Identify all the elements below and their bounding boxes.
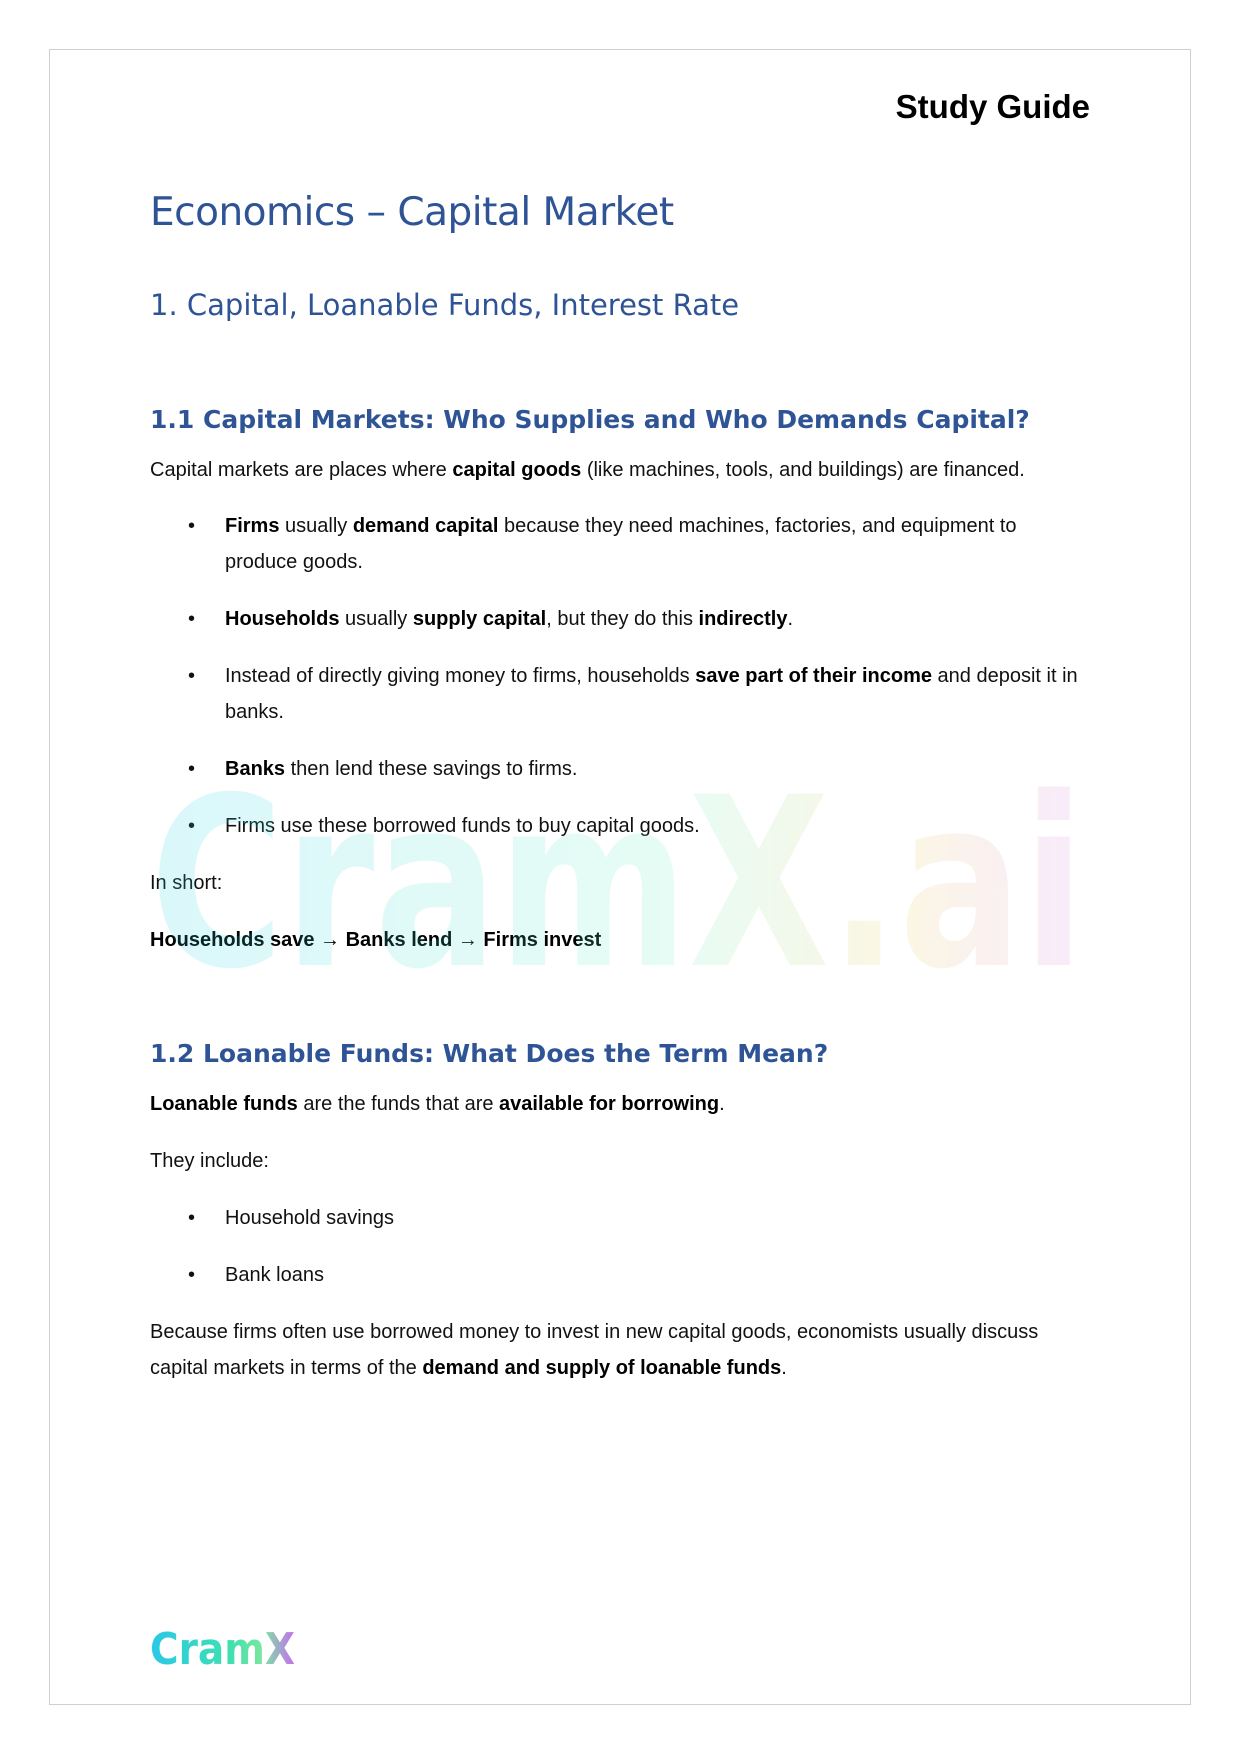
section-heading-1-2: 1.2 Loanable Funds: What Does the Term Mean? bbox=[150, 1039, 829, 1068]
paragraph-loanable-def: Loanable funds are the funds that are available for borrowing. bbox=[150, 1093, 725, 1115]
bullet-glyph: • bbox=[188, 1207, 196, 1229]
section-heading-1: 1. Capital, Loanable Funds, Interest Rate bbox=[150, 288, 740, 322]
paragraph-closing: Because firms often use borrowed money to invest in new capital goods, economists usually discuss capital markets in terms of the demand and supply of loanable funds. bbox=[150, 1321, 1039, 1379]
bullet-glyph: • bbox=[188, 608, 196, 630]
cramx-logo bbox=[150, 1622, 300, 1674]
bullet-glyph: • bbox=[188, 515, 196, 537]
they-include-label: They include: bbox=[150, 1150, 269, 1172]
paragraph-capital-markets-intro: Capital markets are places where capital goods (like machines, tools, and buildings) are financed. bbox=[150, 459, 1025, 481]
bullet-glyph: • bbox=[188, 758, 196, 780]
bullet-glyph: • bbox=[188, 1264, 196, 1286]
document-title: Economics – Capital Market bbox=[150, 190, 674, 235]
section-heading-1-1: 1.1 Capital Markets: Who Supplies and Who Demands Capital? bbox=[150, 405, 1030, 434]
summary-flow: Households save → Banks lend → Firms invest bbox=[150, 929, 602, 951]
bullet-glyph: • bbox=[188, 815, 196, 837]
header-title: Study Guide bbox=[895, 88, 1090, 125]
in-short-label: In short: bbox=[150, 872, 223, 894]
logo-text: CramX bbox=[150, 1624, 296, 1674]
bullet-glyph: • bbox=[188, 665, 196, 687]
watermark-text: CramX.ai bbox=[150, 760, 1085, 990]
